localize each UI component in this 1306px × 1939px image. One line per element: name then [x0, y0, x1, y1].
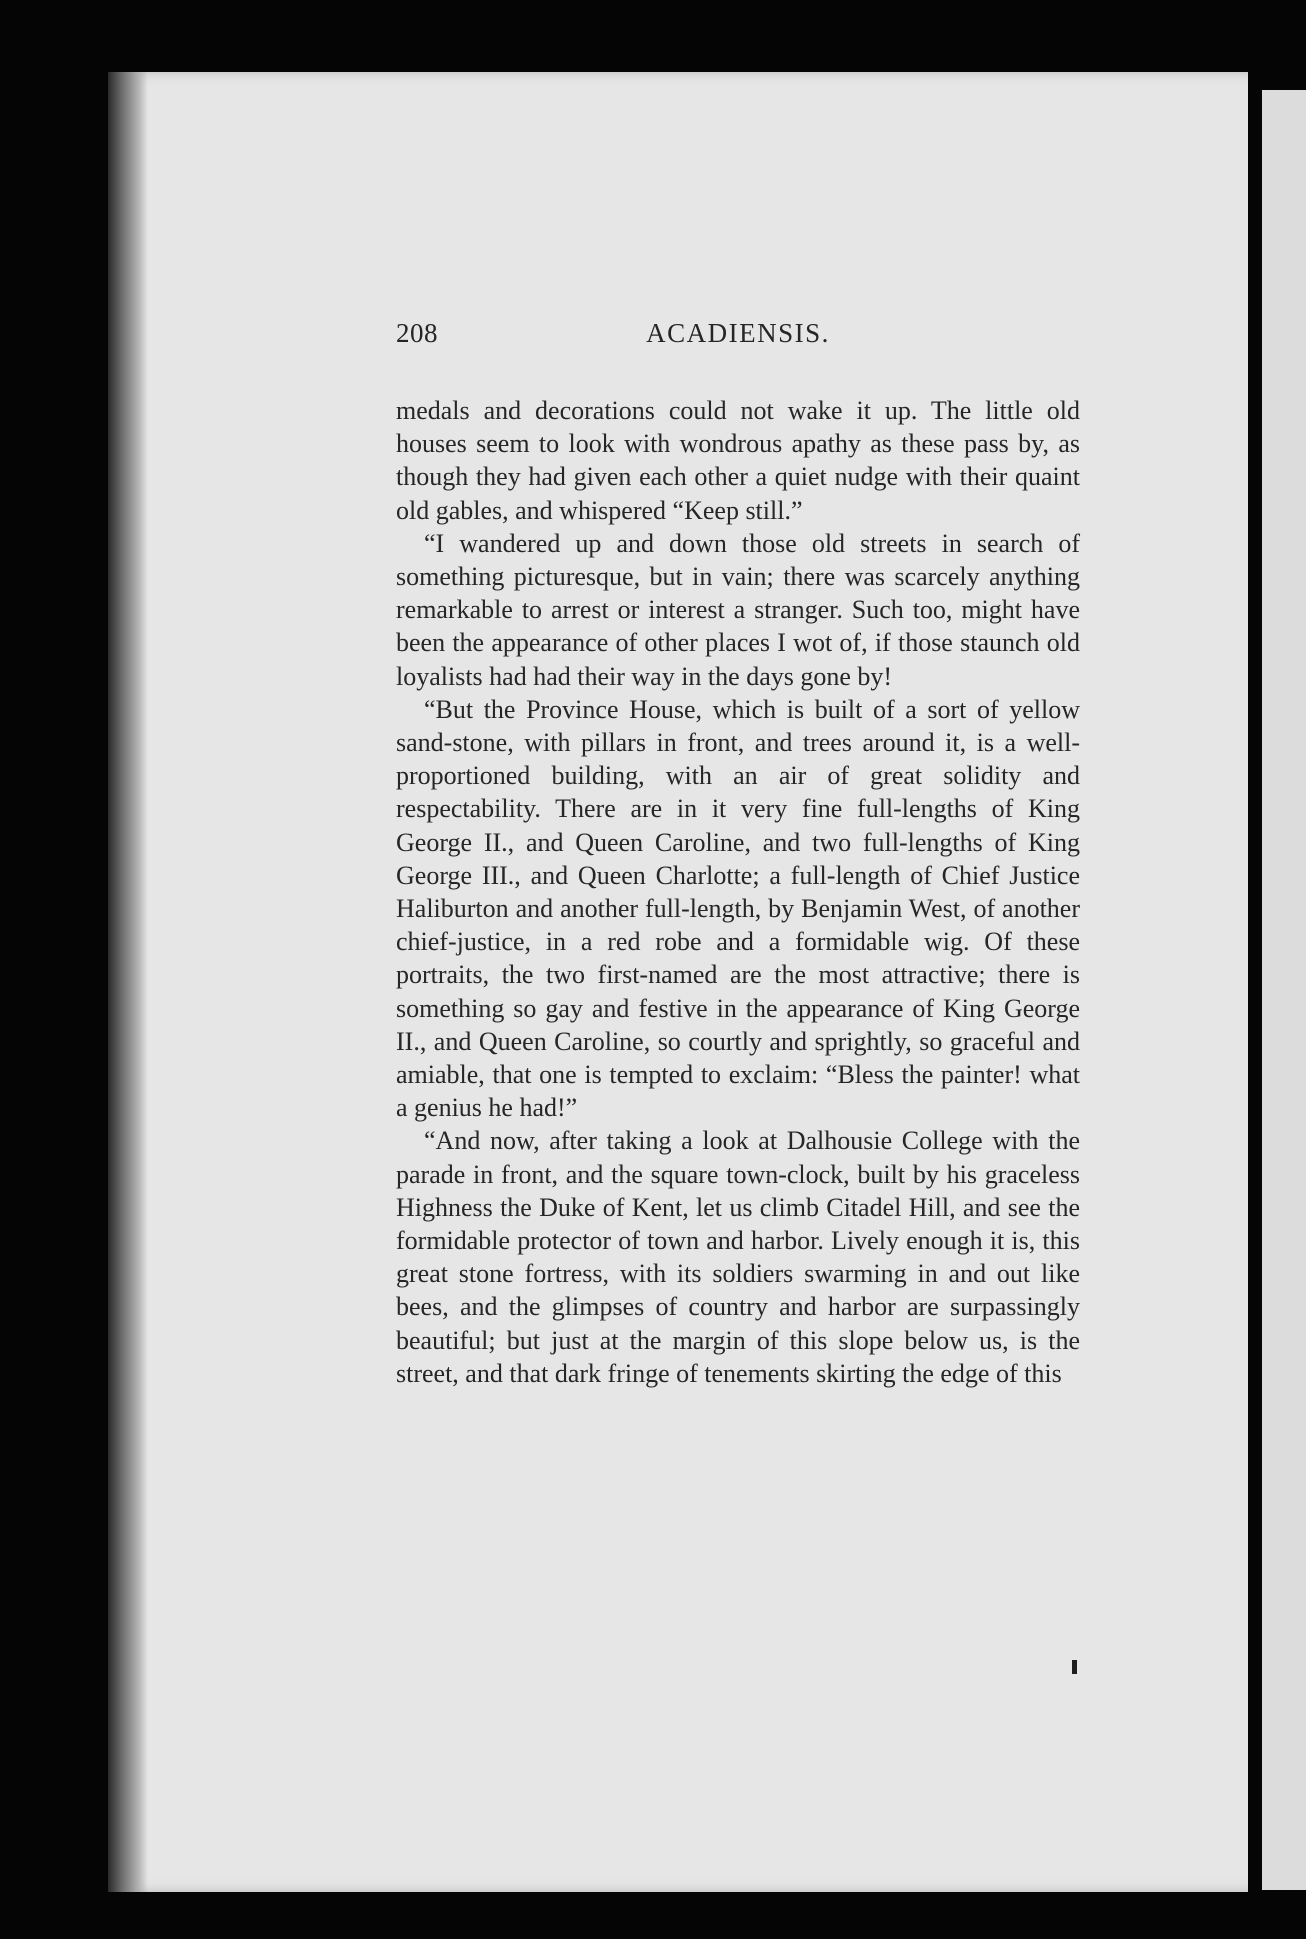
page-text-block: [396, 318, 1080, 1390]
running-title: ACADIENSIS.: [646, 318, 830, 348]
page-number: 208: [396, 318, 438, 348]
page-gutter: [108, 72, 148, 1892]
printer-mark: [1072, 1660, 1077, 1674]
paragraph-2: “I wandered up and down those old streets in search of something picturesque, but in vain; there was scarcely anything remarkable to arrest or interest a stranger. Such too, might have been the appearance of other places I wot of, if those staunch old loyalists had had their way in the days gone by!: [396, 528, 1080, 691]
paragraph-1: medals and decorations could not wake it up. The little old houses seem to look with wondrous apathy as these pass by, as though they had given each other a quiet nudge with their quaint old gables, and whispered “Keep still.”: [396, 396, 1080, 525]
paragraph-3: “But the Province House, which is built of a sort of yellow sand-stone, with pillars in front, and trees around it, is a well-proportioned building, with an air of great solidity and respectability. There are in it very fine full-lengths of King George II., and Queen Caroline, and two full-lengths of King George III., and Queen Charlotte; a full-length of Chief Justice Haliburton and another full-length, by Benjamin West, of another chief-justice, in a red robe and a formidable wig. Of these portraits, the two first-named are the most attractive; there is something so gay and festive in the appearance of King George II., and Queen Caroline, so courtly and sprightly, so graceful and amiable, that one is tempted to exclaim: “Bless the painter! what a genius he had!”: [396, 694, 1080, 1123]
running-head: [396, 318, 1080, 358]
paragraph-4: “And now, after taking a look at Dalhousie College with the parade in front, and the square town-clock, built by his graceless Highness the Duke of Kent, let us climb Citadel Hill, and see the formidable protector of town and harbor. Lively enough it is, this great stone fortress, with its soldiers swarming in and out like bees, and the glimpses of country and harbor are surpassingly beautiful; but just at the margin of this slope below us, is the street, and that dark fringe of tenements skirting the edge of this: [396, 1126, 1080, 1388]
next-page-edge: [1262, 90, 1306, 1890]
